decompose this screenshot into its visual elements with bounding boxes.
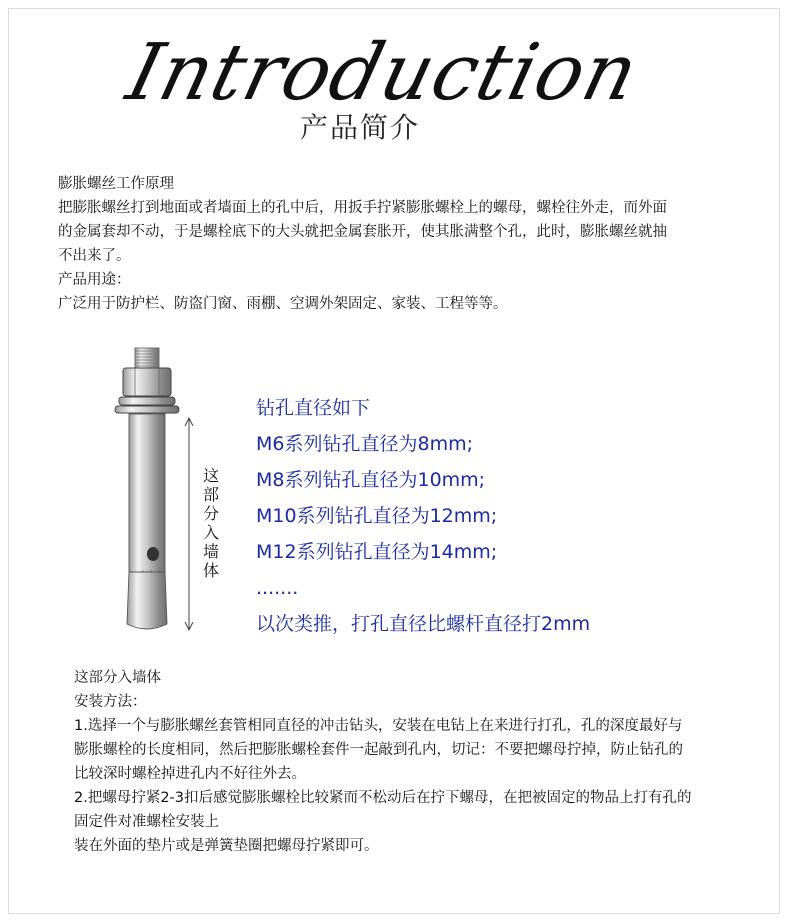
label-char: 体 [202,561,219,580]
spec-line: 以次类推，打孔直径比螺杆直径打2mm [256,613,591,635]
install-line: 这部分入墙体 [74,670,161,686]
install-line: 装在外面的垫片或是弹簧垫圈把螺母拧紧即可。 [74,838,379,854]
spec-line: M6系列钻孔直径为8mm; [256,433,473,455]
install-line: 安装方法： [74,694,147,710]
intro-section [58,172,758,316]
drill-spec-section [256,390,676,642]
spec-line: ....... [256,577,299,599]
spec-line: 钻孔直径如下 [256,397,371,419]
intro-line: 不出来了。 [58,248,131,264]
label-char: 分 [202,504,219,523]
wall-depth-label [199,466,223,580]
install-line: 固定件对准螺栓安装上 [74,814,219,830]
label-char: 入 [202,523,219,542]
bolt-nut [123,368,171,396]
label-char: 墙 [202,542,219,561]
install-line: 比较深时螺栓掉进孔内不好往外去。 [74,766,306,782]
bolt-thread [135,348,159,368]
install-line: 2.把螺母拧紧2-3扣后感觉膨胀螺栓比较紧而不松动后在拧下螺母，在把被固定的物品上打有孔的 [74,790,692,806]
dimension-arrow [185,418,193,630]
spec-line: M12系列钻孔直径为14mm; [256,541,498,563]
spec-line: M8系列钻孔直径为10mm; [256,469,486,491]
install-section [74,666,774,858]
title-english: Introduction [118,28,648,118]
bolt-washers [115,397,179,413]
intro-line: 膨胀螺丝工作原理 [58,176,174,192]
intro-line: 的金属套却不动，于是螺栓底下的大头就把金属套胀开，使其胀满整个孔，此时，膨胀螺丝就抽 [58,224,667,240]
title-chinese: 产品简介 [300,111,421,144]
install-line: 1.选择一个与膨胀螺丝套管相同直径的冲击钻头，安装在电钻上在来进行打孔，孔的深度最好与 [74,718,683,734]
label-char: 这 [202,466,219,485]
bolt-cone [127,572,167,629]
intro-line: 广泛用于防护栏、防盗门窗、雨棚、空调外架固定、家装、工程等等。 [58,296,508,312]
spec-line: M10系列钻孔直径为12mm; [256,505,498,527]
intro-line: 产品用途： [58,272,131,288]
label-char: 部 [202,485,219,504]
install-line: 膨胀螺栓的长度相同，然后把膨胀螺栓套件一起敲到孔内，切记：不要把螺母拧掉，防止钻孔的 [74,742,683,758]
intro-line: 把膨胀螺丝打到地面或者墙面上的孔中后，用扳手拧紧膨胀螺栓上的螺母，螺栓往外走，而外面 [58,200,667,216]
